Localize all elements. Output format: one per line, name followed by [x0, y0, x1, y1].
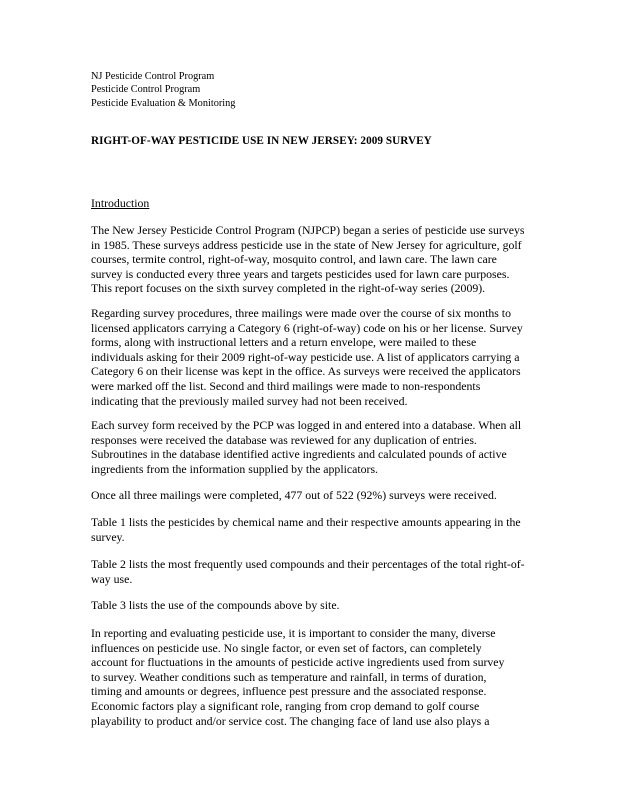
paragraph-line: This report focuses on the sixth survey completed in the right-of-way series (2009).: [91, 281, 486, 296]
paragraph-line: Table 2 lists the most frequently used compounds and their percentages of the total right-of-: [91, 557, 525, 571]
paragraph-line: to survey. Weather conditions such as temperature and rainfall, in terms of duration,: [91, 669, 487, 684]
paragraph-influences: [91, 626, 531, 728]
paragraph-line: were marked off the list. Second and third mailings were made to non-respondents: [91, 378, 481, 393]
header-line-evaluation: Pesticide Evaluation & Monitoring: [91, 97, 236, 109]
paragraph-line: in 1985. These surveys address pesticide use in the state of New Jersey for agriculture, golf: [91, 237, 522, 252]
paragraph-line: Subroutines in the database identified active ingredients and calculated pounds of active: [91, 447, 507, 462]
paragraph-line: survey.: [91, 529, 125, 544]
paragraph-line: playability to product and/or service cost. The changing face of land use also plays a: [91, 713, 490, 728]
paragraph-line: way use.: [91, 571, 133, 586]
paragraph-line: courses, termite control, right-of-way, mosquito control, and lawn care. The lawn care: [91, 252, 497, 267]
header-line-control: Pesticide Control Program: [91, 84, 201, 96]
paragraph-line: Regarding survey procedures, three mailings were made over the course of six months to: [91, 306, 511, 320]
paragraph-line: In reporting and evaluating pesticide use, it is important to consider the many, diverse: [91, 626, 496, 640]
paragraph-line: timing and amounts or degrees, influence pest pressure and the associated response.: [91, 684, 487, 699]
paragraph-table-1: [91, 515, 531, 544]
paragraph-line: Each survey form received by the PCP was logged in and entered into a database. When all: [91, 418, 522, 432]
paragraph-overview: [91, 223, 531, 296]
paragraph-line: Economic factors play a significant role, ranging from crop demand to golf course: [91, 698, 480, 713]
header-line-program: NJ Pesticide Control Program: [91, 71, 215, 82]
paragraph-line: indicating that the previously mailed survey had not been received.: [91, 393, 408, 408]
document-title: RIGHT-OF-WAY PESTICIDE USE IN NEW JERSEY: 2009 SURVEY: [91, 135, 432, 147]
paragraph-procedures: [91, 306, 531, 408]
paragraph-line: survey is conducted every three years and targets pesticides used for lawn care purposes.: [91, 266, 510, 281]
paragraph-line: responses were received the database was reviewed for any duplication of entries.: [91, 432, 477, 447]
paragraph-line: Table 1 lists the pesticides by chemical name and their respective amounts appearing in the: [91, 515, 521, 529]
paragraph-line: influences on pesticide use. No single factor, or even set of factors, can completely: [91, 640, 482, 655]
paragraph-line: Table 3 lists the use of the compounds above by site.: [91, 598, 340, 612]
paragraph-line: individuals asking for their 2009 right-of-way pesticide use. A list of applicators carrying a: [91, 349, 520, 364]
paragraph-line: The New Jersey Pesticide Control Program (NJPCP) began a series of pesticide use surveys: [91, 223, 525, 237]
introduction-heading: Introduction: [91, 196, 150, 210]
program-header: [91, 70, 235, 110]
paragraph-line: licensed applicators carrying a Category 6 (right-of-way) code on his or her license. Survey: [91, 320, 523, 335]
paragraph-table-2: [91, 557, 531, 586]
paragraph-database: [91, 418, 531, 476]
paragraph-line: Category 6 on their license was kept in the office. As surveys were received the applicators: [91, 364, 521, 379]
paragraph-line: ingredients from the information supplied by the applicators.: [91, 461, 378, 476]
paragraph-line: account for fluctuations in the amounts of pesticide active ingredients used from survey: [91, 655, 505, 670]
paragraph-table-3: [91, 598, 531, 613]
paragraph-response-rate: [91, 488, 531, 503]
paragraph-line: forms, along with instructional letters and a return envelope, were mailed to these: [91, 335, 477, 350]
paragraph-line: Once all three mailings were completed, 477 out of 522 (92%) surveys were received.: [91, 488, 497, 502]
